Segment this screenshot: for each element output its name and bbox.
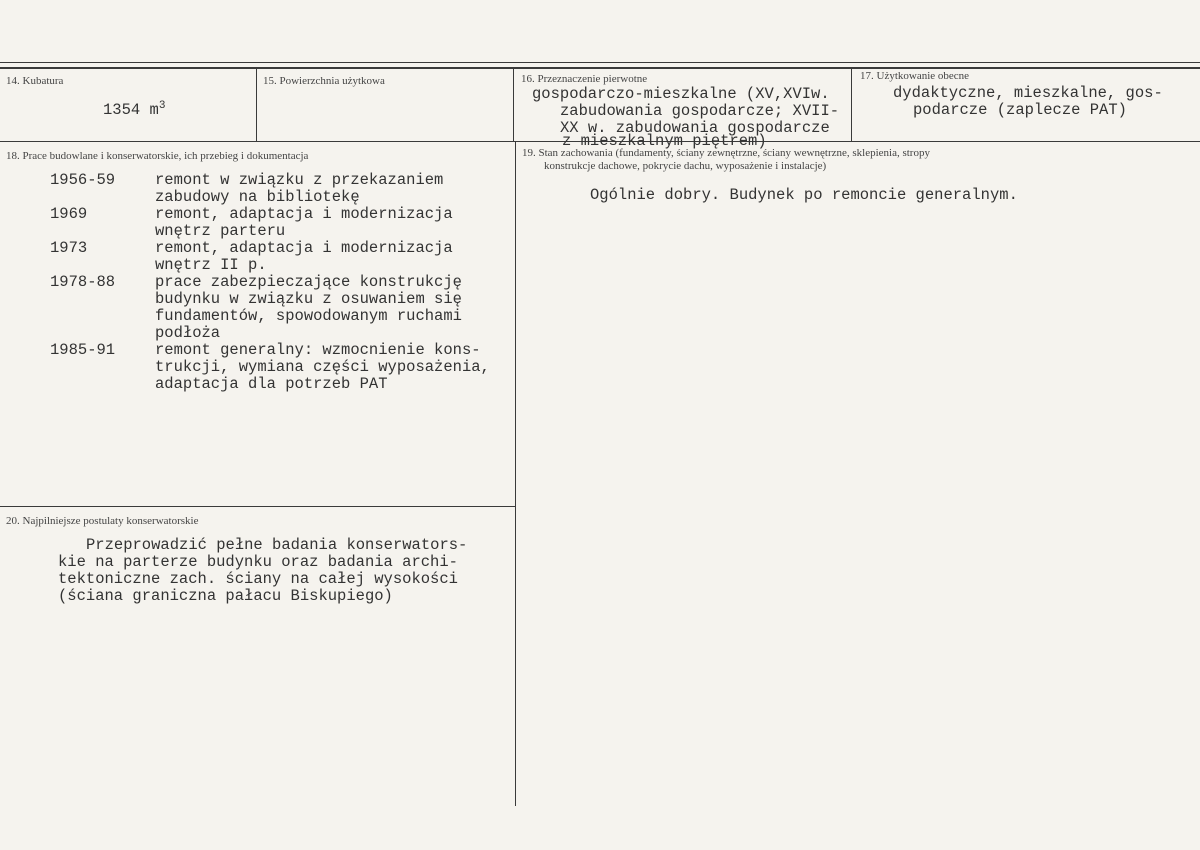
prace-description [155,206,453,240]
prace-label: 18. Prace budowlane i konserwatorskie, ich przebieg i dokumentacja [6,150,309,162]
top-double-rule-lower [0,67,1200,69]
prace-description [155,172,443,206]
stan-label-line: konstrukcje dachowe, pokrycie dachu, wyposażenie i instalacje) [544,160,827,172]
prace-description [155,342,490,393]
postulaty-line: kie na parterze budynku oraz badania archi- [58,553,458,571]
przeznaczenie-line: XX w. zabudowania gospodarcze [560,119,830,137]
prace-line: budynku w związku z osuwaniem się [155,290,462,308]
top-double-rule-upper [0,62,1200,63]
kubatura-unit-exponent: 3 [158,100,166,112]
section-20-divider [0,506,515,507]
stan-value: Ogólnie dobry. Budynek po remoncie generalnym. [590,186,1018,204]
przeznaczenie-line: z mieszkalnym piętrem) [562,132,767,150]
column-divider-16-17 [851,68,852,142]
prace-description [155,274,462,342]
postulaty-label: 20. Najpilniejsze postulaty konserwatorskie [6,515,199,527]
kubatura-value [103,98,165,119]
przeznaczenie-value [532,86,839,150]
prace-entries [0,172,515,402]
uzytkowanie-label: 17. Użytkowanie obecne [860,70,970,82]
prace-year: 1956-59 [50,171,116,189]
stan-label-line: 19. Stan zachowania (fundamenty, ściany zewnętrzne, ściany wewnętrzne, sklepienia, stropy [522,147,930,159]
kubatura-label: 14. Kubatura [6,75,64,87]
przeznaczenie-label: 16. Przeznaczenie pierwotne [521,73,648,85]
kubatura-number: 1354 m [103,101,159,120]
postulaty-line: (ściana graniczna pałacu Biskupiego) [58,587,393,605]
prace-line: wnętrz II p. [155,256,267,274]
prace-line: fundamentów, spowodowanym ruchami [155,307,462,325]
prace-line: wnętrz parteru [155,222,286,240]
prace-line: adaptacja dla potrzeb PAT [155,375,388,393]
postulaty-value [58,537,467,605]
prace-line: remont w związku z przekazaniem [155,171,444,189]
prace-line: zabudowy na bibliotekę [155,188,360,206]
stan-label [522,147,930,173]
prace-year: 1978-88 [50,273,116,291]
column-divider-14-15 [256,68,257,142]
uzytkowanie-line: podarcze (zaplecze PAT) [913,101,1127,119]
prace-line: podłoża [155,324,221,342]
prace-line: remont, adaptacja i modernizacja [155,205,453,223]
main-vertical-divider [515,141,516,806]
prace-year: 1985-91 [50,341,116,359]
postulaty-line: Przeprowadzić pełne badania konserwators- [86,536,468,554]
powierzchnia-label: 15. Powierzchnia użytkowa [263,75,385,87]
column-divider-15-16 [513,68,514,142]
uzytkowanie-line: dydaktyczne, mieszkalne, gos- [893,84,1163,102]
prace-line: trukcji, wymiana części wyposażenia, [155,358,490,376]
prace-year: 1969 [50,205,88,223]
przeznaczenie-line: gospodarczo-mieszkalne (XV,XVIw. [532,85,830,103]
prace-year: 1973 [50,239,88,257]
przeznaczenie-line: zabudowania gospodarcze; XVII- [560,102,840,120]
postulaty-line: tektoniczne zach. ściany na całej wysokości [58,570,458,588]
prace-line: remont, adaptacja i modernizacja [155,239,453,257]
uzytkowanie-value [893,85,1163,119]
prace-description [155,240,453,274]
prace-line: prace zabezpieczające konstrukcję [155,273,462,291]
prace-line: remont generalny: wzmocnienie kons- [155,341,481,359]
